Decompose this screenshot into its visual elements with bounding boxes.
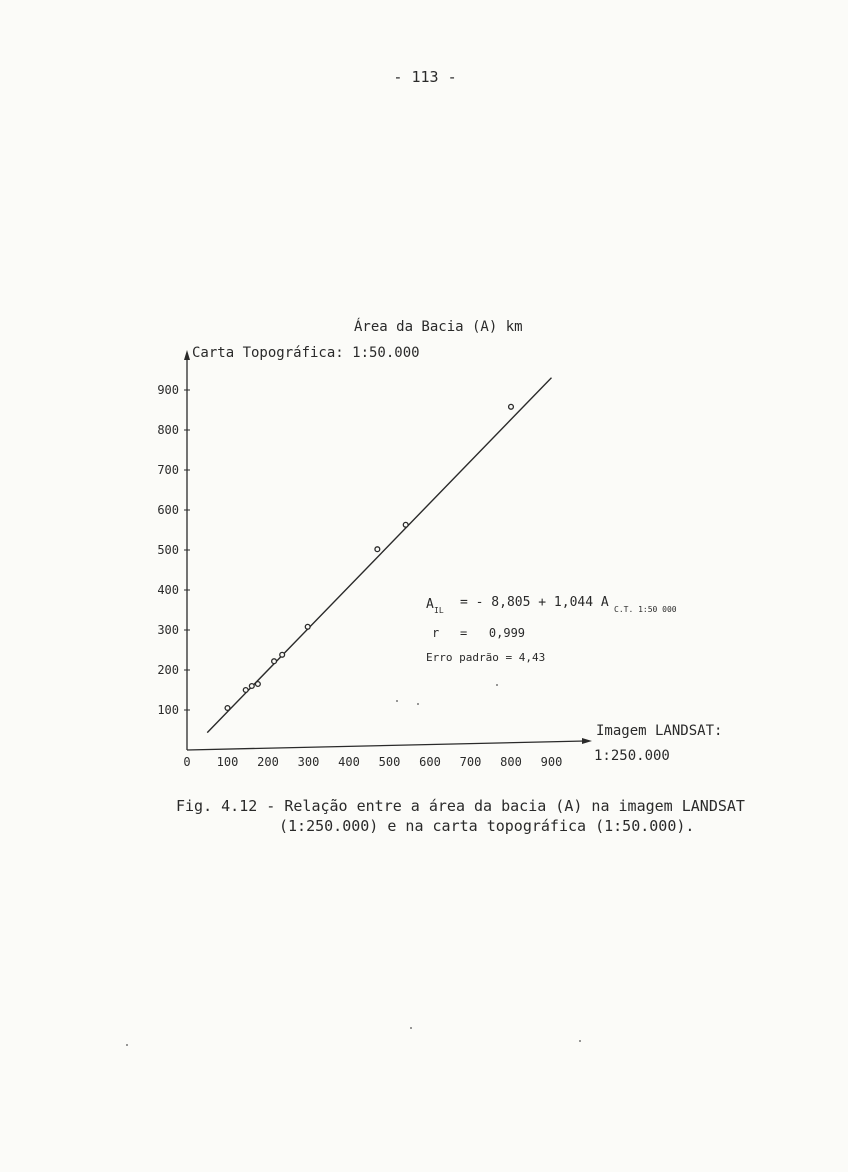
equation-lhs-subscript: IL bbox=[434, 606, 444, 615]
x-axis-arrow bbox=[582, 738, 592, 744]
x-axis-line bbox=[187, 741, 585, 750]
y-tick-label: 300 bbox=[157, 623, 179, 637]
dust-speck bbox=[410, 1027, 412, 1029]
caption-line-1: Fig. 4.12 - Relação entre a área da bacia (A) na imagem LANDSAT bbox=[176, 797, 745, 815]
y-tick-label: 600 bbox=[157, 503, 179, 517]
x-tick-label: 200 bbox=[257, 755, 279, 769]
x-tick-label: 100 bbox=[216, 755, 239, 769]
y-tick-label: 700 bbox=[157, 463, 179, 477]
dust-speck bbox=[126, 1044, 128, 1046]
y-tick-label: 500 bbox=[157, 543, 179, 557]
y-tick-label: 800 bbox=[157, 423, 179, 437]
data-point bbox=[255, 682, 260, 687]
y-tick-label: 900 bbox=[157, 383, 179, 397]
equation-rhs: = - 8,805 + 1,044 A bbox=[460, 595, 609, 610]
y-axis-arrow bbox=[184, 350, 190, 360]
r-label: r bbox=[432, 626, 440, 640]
data-points bbox=[225, 404, 513, 710]
dust-speck bbox=[396, 700, 398, 702]
x-tick-label: 800 bbox=[500, 755, 522, 769]
x-tick-label: 900 bbox=[540, 755, 563, 769]
standard-error: Erro padrão = 4,43 bbox=[426, 651, 546, 664]
data-point bbox=[280, 652, 285, 657]
data-point bbox=[225, 706, 230, 711]
data-point bbox=[249, 684, 254, 689]
x-tick-labels bbox=[183, 755, 562, 769]
dust-speck bbox=[579, 1040, 581, 1042]
y-tick-label: 400 bbox=[157, 583, 179, 597]
x-tick-label: 300 bbox=[297, 755, 320, 769]
page-number: - 113 - bbox=[393, 68, 457, 86]
data-point bbox=[272, 659, 277, 664]
x-tick-label: 400 bbox=[338, 755, 360, 769]
equation-lhs: A bbox=[426, 597, 434, 612]
x-axis-label-line2: 1:250.000 bbox=[594, 748, 670, 764]
data-point bbox=[243, 688, 248, 693]
x-axis-label-line1: Imagem LANDSAT: bbox=[596, 723, 723, 739]
data-point bbox=[305, 624, 310, 629]
dust-speck bbox=[496, 684, 498, 686]
data-point bbox=[375, 547, 380, 552]
y-tick-labels bbox=[157, 383, 190, 717]
equation-annotation bbox=[426, 595, 677, 664]
dust-speck bbox=[417, 703, 419, 705]
x-tick-label: 0 bbox=[183, 755, 191, 769]
equation-rhs-subscript: C.T. 1:50 000 bbox=[614, 605, 677, 614]
caption-line-2: (1:250.000) e na carta topográfica (1:50.000). bbox=[279, 817, 695, 835]
r-value: = 0,999 bbox=[460, 626, 526, 640]
x-tick-label: 500 bbox=[378, 755, 401, 769]
x-tick-label: 600 bbox=[419, 755, 441, 769]
y-tick-label: 200 bbox=[157, 663, 179, 677]
y-axis-label: Carta Topográfica: 1:50.000 bbox=[192, 345, 420, 361]
regression-line-group bbox=[207, 378, 551, 733]
figure-caption bbox=[176, 796, 745, 836]
y-tick-label: 100 bbox=[157, 703, 179, 717]
data-point bbox=[509, 404, 514, 409]
data-point bbox=[403, 522, 408, 527]
x-tick-label: 700 bbox=[459, 755, 482, 769]
chart-title: Área da Bacia (A) km bbox=[354, 319, 523, 335]
chart-title-group bbox=[354, 318, 523, 335]
regression-line bbox=[207, 378, 551, 733]
